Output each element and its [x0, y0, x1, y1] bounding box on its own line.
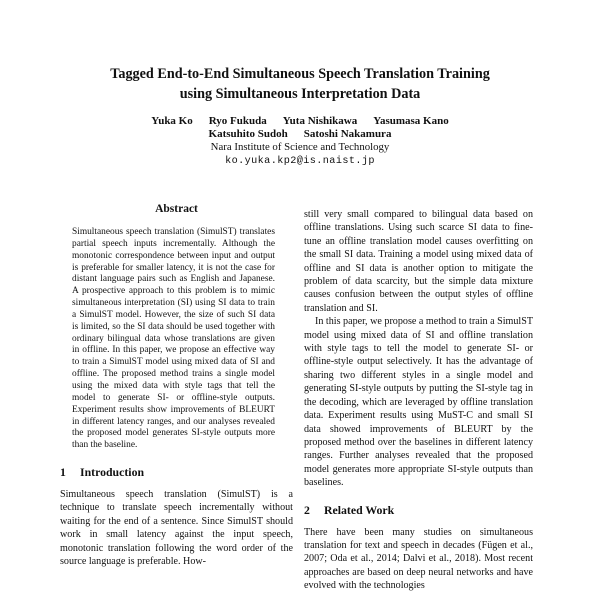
abstract-heading: Abstract — [155, 203, 198, 215]
proposal-paragraph: In this paper, we propose a method to train a SimulST model using mixed data of SI and offline translation with style tags to tell the model to generate SI- or offline-style output selectively. It has the advantage of sharing two different styles in a single model and generating SI-style outputs by putting the SI-style tag in the decoding, which are leveraged by offline translation data. Experiment results using MuST-C and small SI data showed improvements of BLEURT by the proposed method over the baselines in different latency ranges. Further analyses revealed that the proposed model generates more appropriate SI-style outputs than baselines. — [304, 316, 533, 489]
affiliation: Nara Institute of Science and Technology — [210, 141, 390, 154]
introduction-paragraph: Simultaneous speech translation (SimulST) is a technique to translate speech incrementally without waiting for the end of a sentence. Since SimulST should work in small latency against the input speech, monotonic translation following the word order of the source language is preferable. How- — [60, 489, 293, 568]
abstract-text: Simultaneous speech translation (SimulST) translates partial speech inputs incrementally. Although the monotonic correspondence between input and output is preferable for smaller latency, it is not the case for distant language pairs such as English and Japanese. A prospective approach to this problem is to mimic simultaneous interpretation (SI) using SI data to train a SimulST model. However, the size of such SI data is limited, so the SI data should be used together with ordinary bilingual data whose translations are given in offline. In this paper, we propose an effective way to train a SimulST model using mixed data of SI and offline. The proposed method trains a single model using the mixed data with style tags that tell the model to generate SI- or offline-style outputs. Experiment results show improvements of BLEURT in different latency ranges, and our analyses revealed the proposed model generates SI-style outputs more than the baseline. — [72, 227, 275, 451]
author-name: Yuka Ko — [151, 115, 193, 127]
related-work-paragraph: There have been many studies on simultaneous translation for text and speech in decades (Fügen et al., 2007; Oda et al., 2014; Dalvi et al., 2018). Most recent approaches are based on deep neural networks and have evolved with the technologies — [304, 526, 533, 592]
section-number: 2 — [304, 502, 310, 517]
column-continuation-paragraph: still very small compared to bilingual data based on offline translations. Using such scarce SI data to fine-tune an offline translation model causes overfitting on the small SI data. Training a model using mixed data of offline and SI data is another option to mitigate the problem of data scarcity, but the simple data mixture causes confusion between the output styles of offline translation and SI. — [304, 209, 533, 314]
section-number: 1 — [60, 465, 66, 480]
author-name: Yasumasa Kano — [373, 115, 449, 127]
section-heading-introduction — [60, 465, 293, 479]
title-line-1: Tagged End-to-End Simultaneous Speech Translation Training — [110, 66, 490, 82]
author-block — [0, 115, 600, 168]
author-row-1 — [0, 115, 600, 128]
section-title: Introduction — [80, 465, 145, 480]
left-column — [60, 203, 293, 568]
right-column — [304, 208, 533, 593]
section-heading-related-work — [304, 503, 533, 517]
email-address: ko.yuka.kp2@is.naist.jp — [225, 155, 375, 167]
section-title: Related Work — [324, 502, 395, 517]
paper-title — [0, 64, 600, 104]
title-line-2: using Simultaneous Interpretation Data — [179, 86, 421, 102]
author-name: Katsuhito Sudoh — [208, 128, 288, 141]
author-name: Ryo Fukuda — [208, 115, 267, 127]
author-name: Yuta Nishikawa — [282, 115, 358, 127]
author-name: Satoshi Nakamura — [303, 128, 392, 141]
author-row-2 — [0, 128, 600, 141]
